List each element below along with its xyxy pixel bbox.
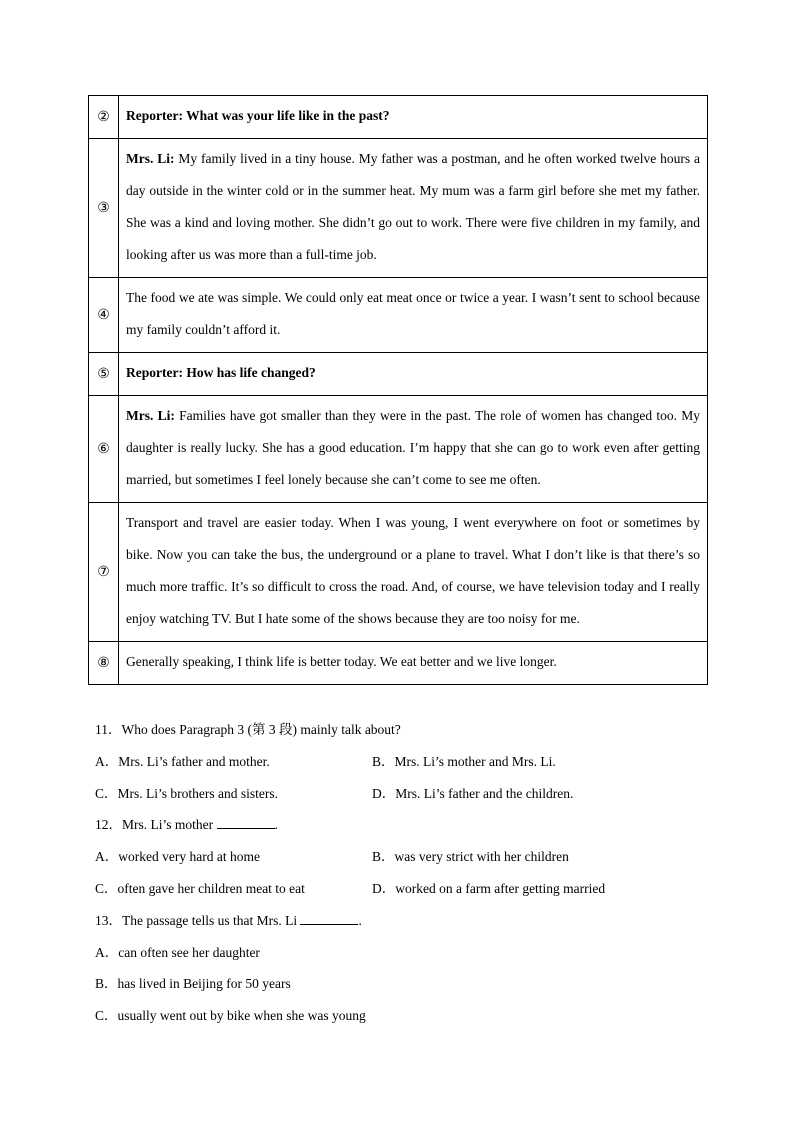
paragraph-number: ⑥ xyxy=(89,396,119,503)
table-row xyxy=(89,139,708,278)
question-12-option-a: A．worked very hard at home xyxy=(95,849,260,864)
question-13-option-b: B．has lived in Beijing for 50 years xyxy=(95,976,291,991)
table-row xyxy=(89,278,708,353)
question-12-option-b: B．was very strict with her children xyxy=(372,849,569,864)
question-12-end: . xyxy=(274,817,278,832)
paragraph-number: ③ xyxy=(89,139,119,278)
paragraph-number: ② xyxy=(89,96,119,139)
question-13-option-c: C．usually went out by bike when she was young xyxy=(95,1008,366,1023)
question-11-option-b: B．Mrs. Li’s mother and Mrs. Li. xyxy=(372,754,556,769)
paragraph-text: Transport and travel are easier today. When I was young, I went everywhere on foot or sometimes by bike. Now you can take the bus, the underground or a plane to travel. What I don’t like is that there’s so much more traffic. It’s so difficult to cross the road. And, of course, we have television today and I really enjoy watching TV. But I hate some of the shows because they are too noisy for me. xyxy=(119,503,708,642)
paragraph-number: ⑧ xyxy=(89,642,119,685)
paragraph-text: Reporter: What was your life like in the past? xyxy=(119,96,708,139)
table-row xyxy=(89,642,708,685)
speaker-label: Mrs. Li: xyxy=(126,151,175,166)
passage-table xyxy=(88,95,708,685)
question-12-option-c: C．often gave her children meat to eat xyxy=(95,881,305,896)
question-11-option-c: C．Mrs. Li’s brothers and sisters. xyxy=(95,786,278,801)
speaker-label: Mrs. Li: xyxy=(126,408,175,423)
question-12-option-d: D．worked on a farm after getting married xyxy=(372,881,606,896)
answer-blank xyxy=(217,816,275,829)
table-row xyxy=(89,396,708,503)
question-11-option-a: A．Mrs. Li’s father and mother. xyxy=(95,754,270,769)
paragraph-number: ⑤ xyxy=(89,353,119,396)
paragraph-text: Reporter: How has life changed? xyxy=(119,353,708,396)
question-12-text: 12．Mrs. Li’s mother xyxy=(95,817,214,832)
paragraph-number: ⑦ xyxy=(89,503,119,642)
question-12-stem xyxy=(95,815,278,835)
table-row xyxy=(89,503,708,642)
question-13-option-a: A．can often see her daughter xyxy=(95,945,260,960)
paragraph-text xyxy=(119,396,708,503)
question-13-text: 13．The passage tells us that Mrs. Li xyxy=(95,913,298,928)
paragraph-text: Generally speaking, I think life is better today. We eat better and we live longer. xyxy=(119,642,708,685)
table-row xyxy=(89,96,708,139)
answer-blank xyxy=(300,912,358,925)
paragraph-body: My family lived in a tiny house. My father was a postman, and he often worked twelve hours a day outside in the winter cold or in the summer heat. My mum was a farm girl before she met my father. She was a kind and loving mother. She didn’t go out to work. There were five children in my family, and looking after us was more than a full-time job. xyxy=(126,151,700,262)
paragraph-text xyxy=(119,139,708,278)
paragraph-text: The food we ate was simple. We could only eat meat once or twice a year. I wasn’t sent to school because my family couldn’t afford it. xyxy=(119,278,708,353)
paragraph-number: ④ xyxy=(89,278,119,353)
question-13-end: . xyxy=(358,913,362,928)
question-13-stem xyxy=(95,911,362,931)
question-11-stem: 11．Who does Paragraph 3 (第 3 段) mainly talk about? xyxy=(95,722,401,737)
table-row xyxy=(89,353,708,396)
paragraph-body: Families have got smaller than they were in the past. The role of women has changed too. My daughter is really lucky. She has a good education. I’m happy that she can go to work even after getting married, but sometimes I feel lonely because she can’t come to see me often. xyxy=(126,408,700,487)
question-11-option-d: D．Mrs. Li’s father and the children. xyxy=(372,786,574,801)
